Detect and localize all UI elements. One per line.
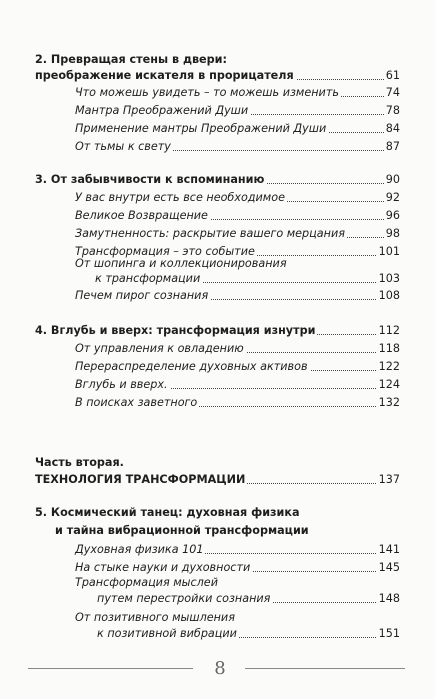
toc-item[interactable]: [0, 341, 435, 359]
toc-item[interactable]: [0, 395, 435, 413]
toc-item-title-line2: путем перестройки сознания: [97, 592, 271, 605]
toc-item-page: 124: [378, 378, 400, 391]
chapter-2-entry[interactable]: [0, 68, 435, 86]
toc-item-title: Печем пирог сознания: [75, 289, 209, 302]
toc-item[interactable]: [0, 359, 435, 377]
toc-item-title-line1: От позитивного мышления: [75, 611, 235, 624]
toc-item-page: 98: [385, 227, 400, 240]
part-2-page: 137: [378, 473, 400, 486]
toc-item-page: 101: [378, 245, 400, 258]
toc-item-title: У вас внутри есть все необходимое: [75, 191, 285, 204]
toc-item-title-line2: к позитивной вибрации: [97, 627, 237, 640]
toc-item-page: 84: [385, 122, 400, 135]
toc-item-title-line2: к трансформации: [95, 272, 201, 285]
chapter-5-title-line1: 5. Космический танец: духовная физика: [35, 506, 300, 519]
toc-item-page: 122: [378, 360, 400, 373]
toc-item[interactable]: [0, 190, 435, 208]
toc-item-page: 145: [378, 561, 400, 574]
toc-item-page: 87: [385, 140, 400, 153]
toc-item-title: Великое Возвращение: [75, 209, 208, 222]
toc-item-title: На стыке науки и духовности: [75, 561, 251, 574]
toc-item-title: Духовная физика 101: [75, 543, 204, 556]
toc-item-page: 118: [378, 342, 400, 355]
toc-item[interactable]: [0, 139, 435, 157]
chapter-4-title: 4. Вглубь и вверх: трансформация изнутри: [35, 324, 316, 337]
toc-item-title-line1: От шопинга и коллекционирования: [75, 257, 287, 270]
chapter-4-page: 112: [378, 324, 400, 337]
chapter-3-title: 3. От забывчивости к вспоминанию: [35, 173, 265, 186]
chapter-2-page: 61: [385, 69, 400, 82]
toc-item[interactable]: [0, 626, 435, 644]
chapter-3-page: 90: [385, 173, 400, 186]
toc-item-title: Что можешь увидеть – то можешь изменить: [75, 86, 339, 99]
chapter-2-title-line1: 2. Превращая стены в двери:: [35, 53, 227, 66]
toc-item-page: 74: [385, 86, 400, 99]
toc-item[interactable]: [0, 271, 435, 289]
toc-item-page: 92: [385, 191, 400, 204]
part-2-title: ТЕХНОЛОГИЯ ТРАНСФОРМАЦИИ: [35, 473, 246, 486]
toc-item[interactable]: [0, 208, 435, 226]
toc-item-title: От управления к овладению: [75, 342, 244, 355]
toc-item-title: От тьмы к свету: [75, 140, 171, 153]
toc-item-page: 151: [378, 627, 400, 640]
toc-item-title-line1: Трансформация мыслей: [75, 576, 218, 589]
part-2-label: Часть вторая.: [35, 456, 124, 469]
footer-rule-left: [28, 668, 193, 669]
toc-item[interactable]: [0, 591, 435, 609]
toc-item-page: 103: [378, 272, 400, 285]
toc-item-page: 141: [378, 543, 400, 556]
toc-item-page: 148: [378, 592, 400, 605]
toc-item-title: Вглубь и вверх.: [75, 378, 168, 391]
toc-item-page: 132: [378, 396, 400, 409]
toc-item-page: 78: [385, 104, 400, 117]
toc-item-title: Замутненность: раскрытие вашего мерцания: [75, 227, 345, 240]
toc-item-title: В поисках заветного: [75, 396, 198, 409]
toc-item[interactable]: [0, 103, 435, 121]
chapter-5-title-line2: и тайна вибрационной трансформации: [55, 524, 309, 537]
page-number: 8: [214, 658, 226, 679]
toc-item[interactable]: [0, 288, 435, 306]
toc-item[interactable]: [0, 542, 435, 560]
toc-item-title: Применение мантры Преображений Души: [75, 122, 327, 135]
chapter-2-title-line2: преображение искателя в прорицателя: [35, 69, 294, 82]
toc-item-title: Перераспределение духовных активов: [75, 360, 308, 373]
footer-rule-right: [245, 668, 405, 669]
toc-item-title: Трансформация – это событие: [75, 245, 255, 258]
toc-item[interactable]: [0, 226, 435, 244]
toc-item-page: 108: [378, 289, 400, 302]
toc-item[interactable]: [0, 121, 435, 139]
chapter-4-entry[interactable]: [0, 323, 435, 341]
toc-item[interactable]: [0, 377, 435, 395]
toc-item-page: 96: [385, 209, 400, 222]
chapter-3-entry[interactable]: [0, 172, 435, 190]
part-2-entry[interactable]: [0, 472, 435, 490]
toc-item-title: Мантра Преображений Души: [75, 104, 249, 117]
toc-item[interactable]: [0, 85, 435, 103]
